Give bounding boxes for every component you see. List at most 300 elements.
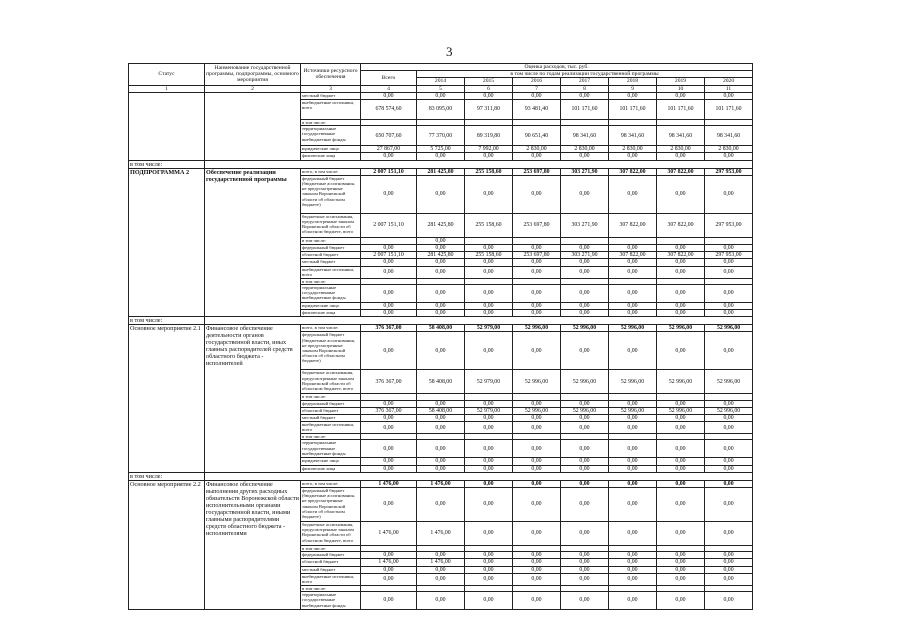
row-value: 0,00 [417,332,465,370]
row-value: 98 341,60 [561,126,609,146]
row-value: 0,00 [561,488,609,522]
row-value: 1 476,00 [361,480,417,487]
row-value: 0,00 [561,92,609,99]
page-number: 3 [446,44,453,59]
row-value: 281 425,80 [417,213,465,237]
header-total: Всего [361,71,417,85]
row-value: 650 707,60 [361,126,417,146]
header-col-number: 2 [205,85,301,92]
row-value: 101 171,60 [561,100,609,120]
row-value: 52 996,00 [513,325,561,332]
row-value: 7 992,00 [465,146,513,153]
row-value: 0,00 [513,440,561,458]
row-value: 0,00 [657,310,705,317]
row-value: 0,00 [561,284,609,302]
row-source: внебюджетные источники, всего [301,266,361,278]
header-col-number: 6 [465,85,513,92]
row-value: 52 996,00 [609,370,657,394]
row-value: 0,00 [705,465,753,472]
section-separator-row [129,160,753,168]
row-value: 93 481,40 [513,100,561,120]
row-value: 0,00 [465,573,513,585]
row-value: 0,00 [417,440,465,458]
row-source: территориальные государственные внебюджетные фонды [301,592,361,610]
row-value: 0,00 [657,175,705,213]
row-source: местный бюджет [301,259,361,266]
row-value: 0,00 [705,310,753,317]
row-source: федеральный бюджет (бюджетные ассигнования, не предусмотренные законом Воронежской области об областном бюджете) [301,488,361,522]
row-value: 0,00 [561,465,609,472]
row-value: 303 271,90 [561,213,609,237]
row-value: 52 996,00 [561,325,609,332]
row-value: 0,00 [513,522,561,546]
row-value: 0,00 [609,573,657,585]
row-source: федеральный бюджет [301,400,361,407]
row-source: физические лица [301,465,361,472]
row-value: 0,00 [609,245,657,252]
row-value: 0,00 [657,522,705,546]
row-value: 52 979,00 [465,325,513,332]
row-value: 0,00 [465,92,513,99]
row-value: 0,00 [705,415,753,422]
header-col-number: 11 [705,85,753,92]
row-value: 0,00 [465,440,513,458]
row-value: 52 996,00 [609,407,657,414]
row-value: 255 158,60 [465,168,513,175]
table-row [129,168,753,175]
row-name: Финансовое обеспечение выполнения других расходных обязательств Воронежской области исполнительными органами государственной власти, иными главными распорядителями средств областного бюджета - исполнителями [205,480,301,609]
row-value: 0,00 [657,245,705,252]
row-value: 0,00 [705,480,753,487]
row-value: 0,00 [417,465,465,472]
row-value: 0,00 [465,422,513,434]
row-value: 0,00 [465,415,513,422]
row-value: 0,00 [417,153,465,160]
row-value: 297 953,00 [705,252,753,259]
table-body [129,92,753,609]
row-value: 0,00 [561,440,609,458]
row-value: 52 996,00 [657,407,705,414]
row-value: 52 979,00 [465,370,513,394]
table-row [129,325,753,332]
row-source: областной бюджет [301,407,361,414]
row-source: бюджетные ассигнования, предусмотренные законом Воронежской области об областном бюджете, всего [301,370,361,394]
row-value: 0,00 [513,153,561,160]
row-value: 52 996,00 [705,407,753,414]
row-value: 307 822,00 [609,213,657,237]
row-source: в том числе: [301,278,361,284]
row-value: 0,00 [513,458,561,465]
row-value [513,237,561,244]
row-value: 0,00 [609,440,657,458]
row-value: 58 408,00 [417,370,465,394]
row-value: 0,00 [361,415,417,422]
row-status: ПОДПРОГРАММА 2 [129,168,205,317]
row-value: 281 425,80 [417,168,465,175]
row-value: 0,00 [561,592,609,610]
row-value: 1 476,00 [417,559,465,566]
row-value: 0,00 [609,488,657,522]
row-value: 307 822,00 [657,213,705,237]
header-col-number: 1 [129,85,205,92]
separator-label: в том числе: [129,160,205,168]
row-source: областной бюджет [301,252,361,259]
row-value: 0,00 [657,573,705,585]
header-name: Наименование государственной программы, подпрограммы, основного мероприятия [206,65,299,84]
row-value: 0,00 [561,573,609,585]
row-value: 0,00 [465,552,513,559]
row-value: 2 830,00 [609,146,657,153]
row-value: 52 996,00 [705,325,753,332]
row-source: территориальные государственные внебюджетные фонды [301,126,361,146]
row-value: 0,00 [705,332,753,370]
row-value: 0,00 [609,480,657,487]
row-name [205,92,301,160]
row-name: Финансовое обеспечение деятельности органов государственной власти, иных главных распорядителей средств областного бюджета - исполнителей [205,325,301,473]
row-value: 0,00 [657,266,705,278]
row-value: 303 271,90 [561,252,609,259]
row-source: физические лица [301,153,361,160]
row-value: 0,00 [361,284,417,302]
row-value: 0,00 [705,458,753,465]
row-value: 0,00 [609,415,657,422]
row-value: 0,00 [465,400,513,407]
row-source: внебюджетные источники, всего [301,422,361,434]
header-by-years: в том числе по годам реализации государственной программы [417,71,753,78]
row-value: 0,00 [561,153,609,160]
row-value: 0,00 [609,400,657,407]
row-status: Основное мероприятие 2.2 [129,480,205,609]
row-source: юридические лица [301,146,361,153]
row-value: 297 953,00 [705,168,753,175]
row-source: физические лица [301,310,361,317]
row-value: 0,00 [657,284,705,302]
row-value: 0,00 [513,415,561,422]
row-value: 101 171,60 [705,100,753,120]
row-source: территориальные государственные внебюджетные фонды [301,440,361,458]
separator-label: в том числе: [129,472,205,480]
row-value: 0,00 [361,175,417,213]
row-source: федеральный бюджет [301,552,361,559]
row-value: 0,00 [513,332,561,370]
row-value: 0,00 [561,458,609,465]
row-value: 678 574,60 [361,100,417,120]
row-value: 0,00 [361,488,417,522]
row-value: 0,00 [657,422,705,434]
header-year: 2014 [417,78,465,85]
row-value: 0,00 [513,259,561,266]
row-value [657,237,705,244]
row-value: 90 651,40 [513,126,561,146]
header-col-number: 4 [361,85,417,92]
header-year: 2017 [561,78,609,85]
row-source: всего, в том числе: [301,480,361,487]
row-value: 1 476,00 [417,480,465,487]
row-value: 0,00 [417,400,465,407]
row-value: 0,00 [513,92,561,99]
row-value: 0,00 [705,440,753,458]
row-status: Основное мероприятие 2.1 [129,325,205,473]
row-value: 0,00 [465,465,513,472]
row-source: территориальные государственные внебюджетные фонды [301,284,361,302]
row-value: 307 822,00 [609,168,657,175]
row-value: 0,00 [657,559,705,566]
header-col-number: 10 [657,85,705,92]
row-value: 1 476,00 [417,522,465,546]
row-value: 0,00 [513,422,561,434]
row-source: в том числе: [301,434,361,440]
row-value: 0,00 [361,92,417,99]
row-value: 307 822,00 [609,252,657,259]
row-value: 0,00 [609,422,657,434]
separator-label: в том числе: [129,317,205,325]
row-value: 0,00 [657,153,705,160]
row-value: 376 367,00 [361,407,417,414]
row-value: 1 476,00 [361,522,417,546]
row-value: 0,00 [465,480,513,487]
row-status [129,92,205,160]
row-value: 2 007 151,10 [361,213,417,237]
row-value: 0,00 [705,284,753,302]
header-col-number: 5 [417,85,465,92]
row-value: 0,00 [657,440,705,458]
header-sources: Источники ресурсного обеспечения [301,64,361,86]
row-value: 255 158,60 [465,252,513,259]
row-value: 0,00 [657,302,705,309]
row-value: 0,00 [705,488,753,522]
row-source: местный бюджет [301,92,361,99]
row-value: 0,00 [513,266,561,278]
row-value: 376 367,00 [361,325,417,332]
row-value: 0,00 [361,592,417,610]
row-value: 0,00 [705,400,753,407]
row-value: 0,00 [561,245,609,252]
row-value: 0,00 [361,153,417,160]
row-value: 0,00 [705,92,753,99]
row-value: 0,00 [417,566,465,573]
row-value: 0,00 [609,566,657,573]
row-source: внебюджетные источники, всего [301,100,361,120]
row-source: областной бюджет [301,559,361,566]
row-value: 58 408,00 [417,325,465,332]
row-source: внебюджетные источники, всего [301,573,361,585]
row-value [705,237,753,244]
row-value: 27 867,00 [361,146,417,153]
row-value: 0,00 [465,245,513,252]
row-value: 2 830,00 [705,146,753,153]
row-value: 0,00 [609,559,657,566]
row-value: 98 341,60 [705,126,753,146]
row-value: 0,00 [465,522,513,546]
row-value: 0,00 [513,552,561,559]
row-value: 0,00 [361,573,417,585]
row-value: 2 007 151,10 [361,252,417,259]
row-value: 0,00 [705,559,753,566]
row-value: 0,00 [609,92,657,99]
row-value [361,237,417,244]
row-value [561,237,609,244]
row-value: 2 007 151,10 [361,168,417,175]
header-col-number: 3 [301,85,361,92]
row-value: 0,00 [361,259,417,266]
row-value: 0,00 [417,592,465,610]
row-value: 0,00 [657,465,705,472]
row-value: 0,00 [609,175,657,213]
row-value: 0,00 [465,259,513,266]
row-value: 1 476,00 [361,559,417,566]
row-value: 0,00 [417,245,465,252]
row-value: 52 996,00 [657,370,705,394]
row-value: 0,00 [705,566,753,573]
row-value: 0,00 [513,566,561,573]
row-source: местный бюджет [301,415,361,422]
row-value: 0,00 [417,259,465,266]
row-value: 2 830,00 [561,146,609,153]
row-value: 0,00 [561,302,609,309]
row-value: 0,00 [561,480,609,487]
row-value: 0,00 [513,559,561,566]
row-value: 0,00 [513,488,561,522]
row-value: 0,00 [513,573,561,585]
row-value: 0,00 [361,400,417,407]
row-value: 0,00 [513,245,561,252]
row-source: всего, в том числе: [301,168,361,175]
row-source: федеральный бюджет (бюджетные ассигнования, не предусмотренные законом Воронежской области об областном бюджете) [301,332,361,370]
row-value: 0,00 [465,332,513,370]
row-source: в том числе: [301,120,361,126]
row-value: 376 367,00 [361,370,417,394]
section-separator-row [129,317,753,325]
row-value: 0,00 [465,153,513,160]
row-source: всего, в том числе: [301,325,361,332]
row-value: 0,00 [609,458,657,465]
row-value: 0,00 [657,488,705,522]
row-value: 0,00 [657,552,705,559]
row-value: 281 425,80 [417,252,465,259]
row-value: 0,00 [705,552,753,559]
row-value: 83 095,00 [417,100,465,120]
row-value [465,237,513,244]
row-value: 52 996,00 [561,370,609,394]
row-value: 0,00 [609,552,657,559]
row-value: 0,00 [417,175,465,213]
row-value: 255 158,60 [465,213,513,237]
row-value: 0,00 [361,552,417,559]
row-value: 0,00 [609,259,657,266]
row-value: 0,00 [609,592,657,610]
row-value: 89 319,80 [465,126,513,146]
row-source: бюджетные ассигнования, предусмотренные законом Воронежской области об областном бюджете, всего [301,522,361,546]
row-value: 52 996,00 [513,370,561,394]
row-value: 0,00 [417,92,465,99]
header-col-number: 7 [513,85,561,92]
header-year: 2016 [513,78,561,85]
row-value: 0,00 [361,465,417,472]
row-value: 0,00 [705,573,753,585]
row-value: 0,00 [513,480,561,487]
row-value: 52 996,00 [513,407,561,414]
row-value: 0,00 [561,332,609,370]
row-value: 0,00 [465,310,513,317]
row-value: 0,00 [417,284,465,302]
row-value: 0,00 [417,415,465,422]
row-value: 0,00 [657,400,705,407]
row-value: 0,00 [361,566,417,573]
row-value: 0,00 [361,440,417,458]
row-value: 52 996,00 [705,370,753,394]
row-value: 0,00 [417,458,465,465]
row-value: 0,00 [417,422,465,434]
row-value: 0,00 [561,400,609,407]
row-value: 0,00 [657,415,705,422]
row-value: 98 341,60 [657,126,705,146]
row-value: 0,00 [513,400,561,407]
table-row [129,480,753,487]
row-value: 0,00 [361,422,417,434]
row-value: 0,00 [513,465,561,472]
row-source: в том числе: [301,394,361,400]
row-value: 0,00 [657,259,705,266]
row-value: 2 830,00 [513,146,561,153]
row-value: 0,00 [609,465,657,472]
row-value: 101 171,60 [657,100,705,120]
header-year: 2019 [657,78,705,85]
row-value: 0,00 [417,573,465,585]
row-value: 52 996,00 [657,325,705,332]
row-value: 0,00 [361,332,417,370]
row-value: 253 697,80 [513,252,561,259]
row-value: 0,00 [465,284,513,302]
row-value: 0,00 [705,522,753,546]
row-value: 0,00 [417,266,465,278]
row-value: 0,00 [657,592,705,610]
table-row [129,92,753,99]
row-value: 0,00 [361,310,417,317]
row-value: 0,00 [513,302,561,309]
row-value: 0,00 [705,266,753,278]
row-value: 0,00 [465,266,513,278]
row-value: 52 979,00 [465,407,513,414]
row-value: 0,00 [609,332,657,370]
row-value: 0,00 [465,458,513,465]
row-value: 0,00 [361,245,417,252]
row-value: 0,00 [513,284,561,302]
row-value: 0,00 [561,552,609,559]
row-value: 0,00 [465,592,513,610]
row-value: 0,00 [361,302,417,309]
row-value: 0,00 [561,266,609,278]
header-year: 2018 [609,78,657,85]
row-value: 0,00 [361,266,417,278]
row-value: 0,00 [361,458,417,465]
row-value: 297 953,00 [705,213,753,237]
row-value: 0,00 [609,266,657,278]
row-value: 101 171,60 [609,100,657,120]
row-source: бюджетные ассигнования, предусмотренные законом Воронежской области об областном бюджете, всего [301,213,361,237]
row-value: 0,00 [657,458,705,465]
row-value: 97 311,80 [465,100,513,120]
row-value: 58 408,00 [417,407,465,414]
row-value: 0,00 [609,153,657,160]
row-value: 0,00 [561,415,609,422]
header-year: 2015 [465,78,513,85]
row-value: 0,00 [417,488,465,522]
row-value: 253 697,80 [513,168,561,175]
header-costs: Оценка расходов, тыс. руб. [361,64,753,71]
row-value: 0,00 [561,559,609,566]
row-value: 52 996,00 [609,325,657,332]
row-value: 0,00 [705,422,753,434]
